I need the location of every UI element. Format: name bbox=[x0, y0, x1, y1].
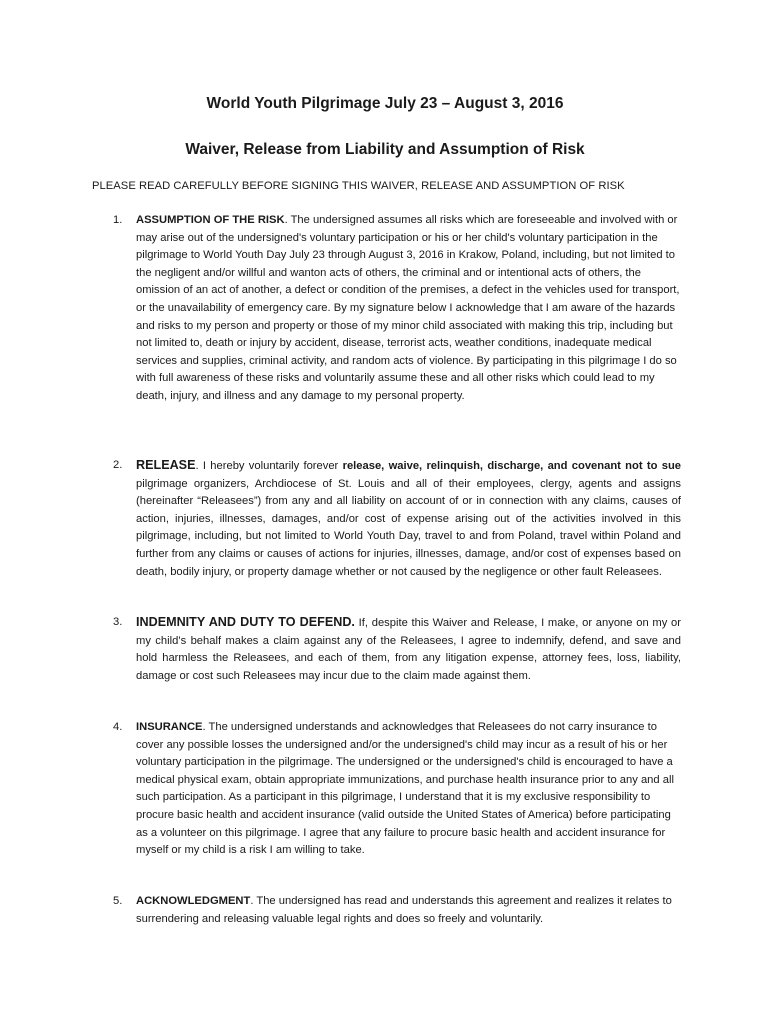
section-heading: ACKNOWLEDGMENT bbox=[136, 895, 251, 907]
section-heading: INSURANCE bbox=[136, 721, 203, 733]
section-body bbox=[136, 893, 681, 928]
section-number: 2. bbox=[113, 459, 123, 471]
section-text: If, despite this Waiver and Release, I make, or anyone on my or my child’s behalf makes a claim against any of the Releasees, I agree to indemnify, defend, and save and hold harmless the Releasees, and each of them, from any litigation expense, attorney fees, loss, liability, damage or cost such Releasees may incur due to the claim made against them. bbox=[136, 617, 681, 682]
section-heading: ASSUMPTION OF THE RISK bbox=[136, 214, 285, 226]
section-body bbox=[136, 457, 681, 581]
section-number: 5. bbox=[113, 895, 123, 907]
section-heading: RELEASE bbox=[136, 458, 196, 472]
section-text: . The undersigned assumes all risks which are foreseeable and involved with or may arise out of the undersigned's voluntary participation or his or her child's voluntary participation in the pilgrimage to World Youth Day July 23 through August 3, 2016 in Krakow, Poland, including, but not limited to the negligent and/or willful and wanton acts of others, the criminal and or intentional acts of others, the omission of an act of another, a defect or condition of the premises, a defect in the vehicles used for transport, or the unavailability of emergency care. By my signature below I acknowledge that I am aware of the hazards and risks to my person and property or those of my minor child associated with making this trip, including but not limited to, death or injury by accident, disease, terrorist acts, weather conditions, inadequate medical services and supplies, criminal activity, and random acts of violence. By participating in this pilgrimage I do so with full awareness of these risks and voluntarily assume these and all other risks which could lead to my death, injury, and illness and any damage to my personal property. bbox=[136, 214, 680, 402]
section-number: 4. bbox=[113, 721, 123, 733]
section-text: pilgrimage organizers, Archdiocese of St. Louis and all of their employees, clergy, agents and assigns (hereinafter “Releasees”) from any and all liability on account of or in connection with any claims, causes of action, injuries, illnesses, damages, and/or cost of expense arising out of the activities involved in this pilgrimage, including, but not limited to World Youth Day, travel to and from Poland, travel within Poland and further from any claims or causes of actions for injuries, illnesses, damage, and/or cost of expenses based on death, bodily injury, or property damage whether or not caused by the negligence or other fault Releasees. bbox=[136, 477, 681, 578]
section-body bbox=[136, 212, 681, 406]
document-subtitle: Waiver, Release from Liability and Assumption of Risk bbox=[185, 141, 585, 158]
section-body bbox=[136, 719, 681, 860]
section-heading: INDEMNITY AND DUTY TO DEFEND. bbox=[136, 615, 355, 629]
section-number: 3. bbox=[113, 616, 123, 628]
section-text: . The undersigned understands and acknowledges that Releasees do not carry insurance to cover any possible losses the undersigned and/or the undersigned's child may incur as a result of his or her voluntary participation in the pilgrimage. The undersigned or the undersigned's child is encouraged to have a medical physical exam, obtain appropriate immunizations, and purchase health insurance prior to any and all such participation. As a participant in this pilgrimage, I understand that it is my exclusive responsibility to procure basic health and accident insurance (valid outside the United States of America) before participating as a volunteer on this pilgrimage. I agree that any failure to procure basic health and accident insurance for myself or my child is a risk I am willing to take. bbox=[136, 721, 674, 857]
section-number: 1. bbox=[113, 214, 123, 226]
section-text: . I hereby voluntarily forever bbox=[195, 460, 343, 472]
section-bold-phrase: release, waive, relinquish, discharge, and covenant not to sue bbox=[342, 460, 682, 472]
section-body bbox=[136, 614, 681, 685]
section-text: . The undersigned has read and understands this agreement and realizes it relates to surrendering and releasing valuable legal rights and does so freely and voluntarily. bbox=[136, 895, 672, 925]
read-carefully-notice: PLEASE READ CAREFULLY BEFORE SIGNING THIS WAIVER, RELEASE AND ASSUMPTION OF RISK bbox=[92, 180, 625, 192]
document-title: World Youth Pilgrimage July 23 – August 3, 2016 bbox=[206, 95, 564, 112]
